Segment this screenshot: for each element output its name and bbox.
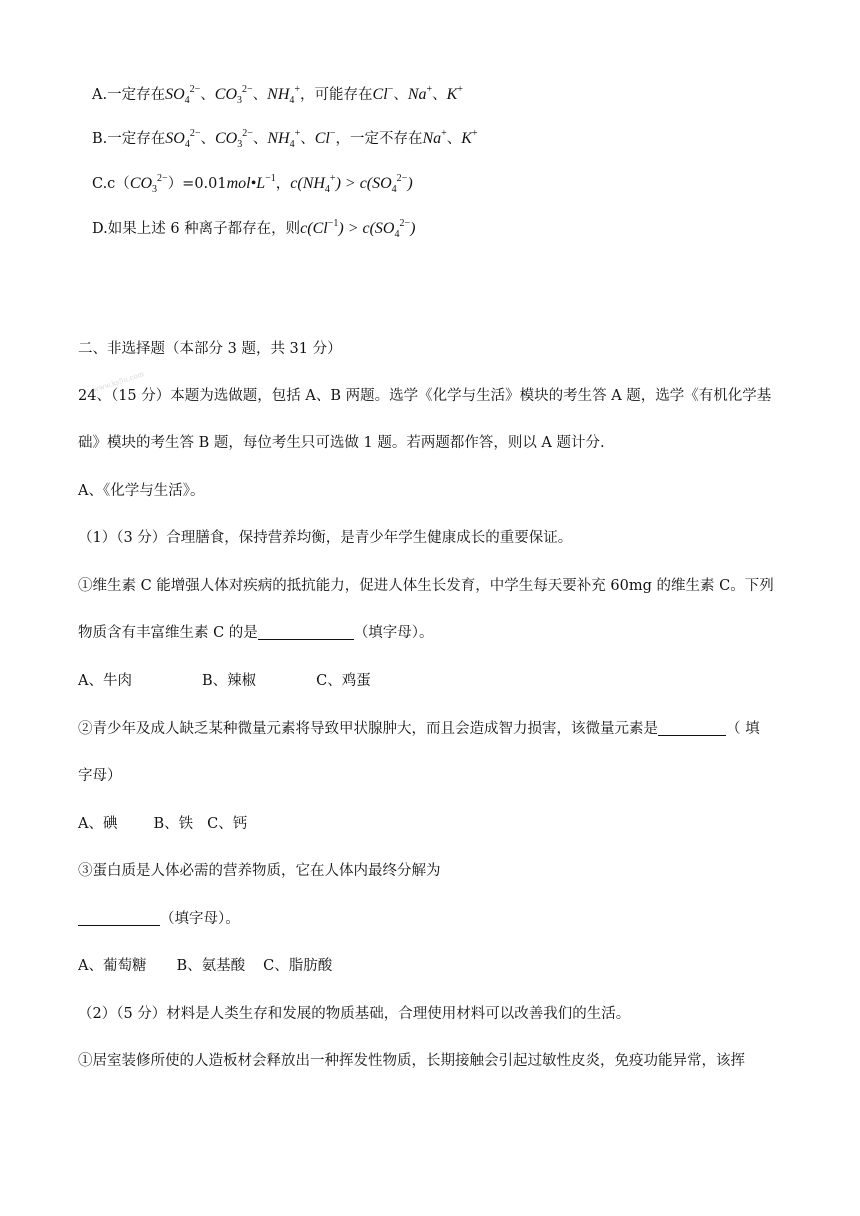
ion-chloride: Cl− <box>314 128 336 147</box>
ion-ammonium: $NH_4^+$ <box>267 84 301 106</box>
section-title: 二、非选择题（本部分 3 题，共 31 分） <box>78 341 342 357</box>
ion-sulfate: $SO_4^{2-}$ <box>165 84 201 106</box>
option-d: D.如果上述 6 种离子都存在，则$c(Cl^{-1}) > c(SO_4^{2-})$ <box>92 218 416 240</box>
option-a-prefix: A.一定存在 <box>92 87 166 103</box>
ion-carbonate: $CO_3^{2-}$ <box>129 173 168 195</box>
inequality-expression: $c(Cl^{-1}) > c(SO_4^{2-})$ <box>300 218 416 240</box>
option-egg: C、鸡蛋 <box>316 673 371 689</box>
q24-intro-line1: 24、（15 分）本题为选做题，包括 A、B 两题。选学《化学与生活》模块的考生答 A 题，选学《有机化学基 <box>78 388 772 404</box>
inequality-expression: $c(NH_4^+) > c(SO_4^{2-})$ <box>290 173 413 195</box>
ion-carbonate: $CO_3^{2-}$ <box>214 84 253 106</box>
option-calcium: C、钙 <box>207 816 248 832</box>
option-a: A.一定存在$SO_4^{2-}$、$CO_3^{2-}$、$NH_4^+$，可能存在Cl−、Na+、K+ <box>92 84 463 106</box>
answer-blank[interactable] <box>258 623 354 640</box>
option-iodine: A、碘 <box>78 816 118 832</box>
question-trace-element-line1: ②青少年及成人缺乏某种微量元素将导致甲状腺肿大，而且会造成智力损害，该微量元素是 （ 填 <box>78 721 760 737</box>
question-vitamin-c-line1: ①维生素 C 能增强人体对疾病的抵抗能力，促进人体生长发育，中学生每天要补充 60mg 的维生素 C。下列 <box>78 578 774 594</box>
subquestion-2-heading: （2）（5 分）材料是人类生存和发展的物质基础，合理使用材料可以改善我们的生活。 <box>78 1006 631 1022</box>
ion-chloride: Cl− <box>372 84 394 103</box>
option-beef: A、牛肉 <box>78 673 132 689</box>
answer-options-protein <box>78 956 790 976</box>
ion-carbonate: $CO_3^{2-}$ <box>214 128 253 150</box>
ion-sodium: Na+ <box>407 84 433 103</box>
answer-options-trace-element <box>78 814 790 834</box>
ion-sodium: Na+ <box>422 128 447 147</box>
concentration-unit: $mol•L^{-1}$ <box>226 173 276 192</box>
option-glucose: A、葡萄糖 <box>78 958 147 974</box>
option-chili: B、辣椒 <box>201 673 257 689</box>
option-amino-acid: B、氨基酸 <box>176 958 246 974</box>
watermark-text: www.ks5u.com <box>92 369 146 395</box>
question-materials-line1: ①居室装修所使的人造板材会释放出一种挥发性物质，长期接触会引起过敏性皮炎，免疫功能异常，该挥 <box>78 1053 745 1069</box>
option-b: B.一定存在$SO_4^{2-}$、$CO_3^{2-}$、$NH_4^+$、Cl−，一定不存在Na+、K+ <box>92 128 478 150</box>
q24-intro-line2: 础》模块的考生答 B 题，每位考生只可选做 1 题。若两题都作答，则以 A 题计分. <box>78 435 605 451</box>
ion-potassium: K+ <box>461 128 478 147</box>
question-vitamin-c-line2: 物质含有丰富维生素 C 的是 （填字母）。 <box>78 625 434 641</box>
answer-blank[interactable] <box>658 719 726 736</box>
question-trace-element-line2: 字母） <box>78 768 122 784</box>
answer-options-vitamin-c <box>78 671 790 691</box>
ion-potassium: K+ <box>446 84 463 103</box>
answer-blank[interactable] <box>78 909 160 926</box>
option-c: $C.c(CO_3^{2-})=0.01mol•L^{-1}$，$c(NH_4^+) > c(SO_4^{2-})$ <box>92 173 413 195</box>
part-a-heading: A、《化学与生活》。 <box>78 483 205 499</box>
ion-ammonium: $NH_4^+$ <box>267 128 301 150</box>
subquestion-1-heading: （1）（3 分）合理膳食，保持营养均衡，是青少年学生健康成长的重要保证。 <box>78 530 573 546</box>
question-protein-line1: ③蛋白质是人体必需的营养物质，它在人体内最终分解为 <box>78 863 441 879</box>
question-protein-line2: （填字母）。 <box>78 909 790 929</box>
option-fatty-acid: C、脂肪酸 <box>263 958 333 974</box>
ion-sulfate: $SO_4^{2-}$ <box>165 128 201 150</box>
option-iron: B、铁 <box>153 816 194 832</box>
